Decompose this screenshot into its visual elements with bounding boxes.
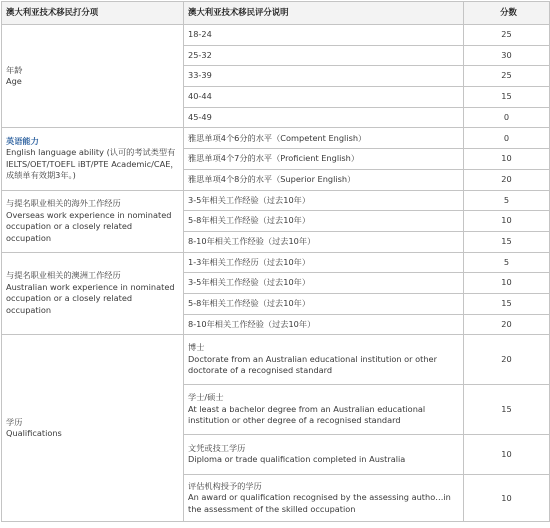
overseas-experience: 8-10年相关工作经验（过去10年） <box>184 231 464 252</box>
qualification-title: 评估机构授予的学历 <box>188 480 262 491</box>
qualification-text: Doctorate from an Australian educational institution or other doctorate of a recognised standard <box>188 353 437 376</box>
qualification-title: 博士 <box>188 342 205 353</box>
qualification-item <box>184 475 464 522</box>
australian-experience: 5-8年相关工作经验（过去10年） <box>184 293 464 314</box>
age-score: 25 <box>464 25 550 46</box>
australian-category <box>2 252 184 335</box>
header-description: 澳大利亚技术移民评分说明 <box>184 2 464 25</box>
australian-score: 20 <box>464 314 550 335</box>
header-score: 分数 <box>464 2 550 25</box>
overseas-category <box>2 190 184 252</box>
english-score: 10 <box>464 149 550 170</box>
qualifications-label-en: Qualifications <box>6 428 62 439</box>
english-score: 0 <box>464 128 550 149</box>
australian-score: 5 <box>464 252 550 273</box>
age-score: 25 <box>464 66 550 87</box>
age-score: 0 <box>464 107 550 128</box>
english-level: 雅思单项4个6分的水平（Competent English） <box>184 128 464 149</box>
age-range: 40-44 <box>184 87 464 108</box>
age-range: 18-24 <box>184 25 464 46</box>
age-label-cn: 年龄 <box>6 64 23 75</box>
english-level: 雅思单项4个8分的水平（Superior English） <box>184 169 464 190</box>
english-label-cn: 英语能力 <box>6 135 39 146</box>
qualification-title: 文凭或技工学历 <box>188 442 246 453</box>
qualifications-category <box>2 335 184 522</box>
age-score: 15 <box>464 87 550 108</box>
qualification-text: At least a bachelor degree from an Australian educational institution or other degree of a recognised standard <box>188 403 426 426</box>
age-label-en: Age <box>6 76 22 87</box>
qualifications-label-cn: 学历 <box>6 416 23 427</box>
overseas-score: 10 <box>464 211 550 232</box>
australian-score: 10 <box>464 273 550 294</box>
australian-label-en: Australian work experience in nominated occupation or a closely related occupation <box>6 281 175 315</box>
overseas-score: 5 <box>464 190 550 211</box>
australian-experience: 1-3年相关工作经历（过去10年） <box>184 252 464 273</box>
english-category <box>2 128 184 190</box>
qualification-title: 学士/硕士 <box>188 392 224 403</box>
table-row <box>2 190 550 211</box>
overseas-score: 15 <box>464 231 550 252</box>
age-category <box>2 25 184 128</box>
qualification-item <box>184 335 464 385</box>
table-row <box>2 335 550 385</box>
australian-label-cn: 与提名职业相关的澳洲工作经历 <box>6 270 121 281</box>
english-label-en: English language ability (认可的考试类型有IELTS/OET/TOEFL iBT/PTE Academic/CAE，成绩单有效期3年。) <box>6 147 179 181</box>
table-row <box>2 252 550 273</box>
header-row <box>2 2 550 25</box>
overseas-experience: 5-8年相关工作经验（过去10年） <box>184 211 464 232</box>
qualification-text: An award or qualification recognised by the assessing autho…in the assessment of the skilled occupation <box>188 492 451 514</box>
qualification-score: 10 <box>464 435 550 475</box>
header-item: 澳大利亚技术移民打分项 <box>2 2 184 25</box>
age-range: 25-32 <box>184 45 464 66</box>
overseas-experience: 3-5年相关工作经验（过去10年） <box>184 190 464 211</box>
points-table <box>1 1 550 522</box>
age-score: 30 <box>464 45 550 66</box>
qualification-score: 15 <box>464 385 550 435</box>
age-range: 33-39 <box>184 66 464 87</box>
australian-experience: 3-5年相关工作经验（过去10年） <box>184 273 464 294</box>
qualification-item <box>184 435 464 475</box>
qualification-text: Diploma or trade qualification completed in Australia <box>188 454 406 465</box>
qualification-score: 20 <box>464 335 550 385</box>
age-range: 45-49 <box>184 107 464 128</box>
english-score: 20 <box>464 169 550 190</box>
australian-experience: 8-10年相关工作经验（过去10年） <box>184 314 464 335</box>
overseas-label-cn: 与提名职业相关的海外工作经历 <box>6 198 121 209</box>
table-row <box>2 25 550 46</box>
overseas-label-en: Overseas work experience in nominated occupation or a closely related occupation <box>6 209 172 243</box>
qualification-score: 10 <box>464 475 550 522</box>
table-row <box>2 128 550 149</box>
australian-score: 15 <box>464 293 550 314</box>
english-level: 雅思单项4个7分的水平（Proficient English） <box>184 149 464 170</box>
qualification-item <box>184 385 464 435</box>
